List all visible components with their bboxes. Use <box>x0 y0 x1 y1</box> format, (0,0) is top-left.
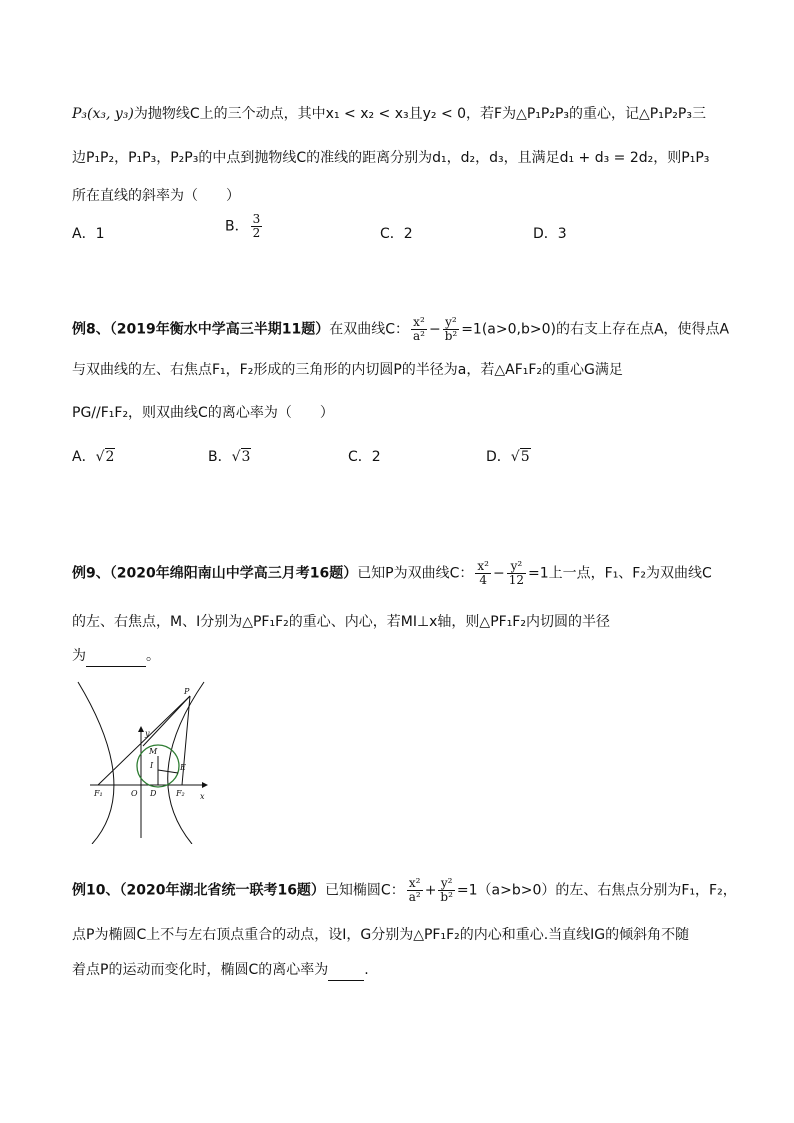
y-axis-arrow-icon <box>138 726 144 732</box>
label-x: x <box>200 792 205 801</box>
prob10-frac2-num: y² <box>438 877 455 891</box>
prob9-line3-text: 为 <box>72 648 86 664</box>
prob7-option-b-prefix: B． <box>225 218 249 235</box>
prob8-line1b: =1(a>0,b>0)的右支上存在点A，使得点A <box>461 321 730 338</box>
prob9-line3-end: 。 <box>146 648 160 664</box>
prob9-frac2-den: 12 <box>508 573 524 587</box>
prob7-line1 <box>72 104 706 124</box>
prob8-frac1 <box>411 316 427 343</box>
prob10-frac2 <box>438 877 455 904</box>
prob8-option-b-sqrt: √3 <box>231 449 251 465</box>
prob10-frac1-num: x² <box>407 877 423 891</box>
prob8-option-d <box>486 446 531 466</box>
prob8-line1 <box>72 316 729 343</box>
prob8-option-b-prefix: B． <box>208 449 232 465</box>
prob8-option-a <box>72 446 115 466</box>
prob9-minus: − <box>492 565 505 582</box>
prob10-head: 例10、（2020年湖北省统一联考16题） <box>72 882 325 899</box>
prob7-option-d: D．3 <box>533 226 567 242</box>
prob9-line1 <box>72 560 712 587</box>
prob8-line3: PG//F₁F₂，则双曲线C的离心率为（ ） <box>72 405 334 421</box>
label-y: y <box>145 729 150 738</box>
prob10-line1b: =1（a>b>0）的左、右焦点分别为F₁，F₂， <box>456 882 737 899</box>
label-F2: F₂ <box>176 789 185 798</box>
prob8-option-b-radicand: 3 <box>241 449 251 465</box>
prob10-line1 <box>72 877 737 904</box>
prob10-frac1 <box>407 877 423 904</box>
label-D: D <box>150 789 157 798</box>
prob8-minus: − <box>428 321 441 338</box>
prob10-answer-blank <box>328 960 364 981</box>
prob7-option-b-den: 2 <box>252 226 261 240</box>
prob8-option-d-radicand: 5 <box>520 449 530 465</box>
prob10-frac2-den: b² <box>440 890 453 904</box>
prob7-option-b-fraction <box>251 213 263 240</box>
prob9-line3 <box>72 646 160 667</box>
prob10-line3 <box>72 960 369 981</box>
prob7-option-b-num: 3 <box>252 212 261 226</box>
prob7-line1-text: 为抛物线C上的三个动点，其中x₁ < x₂ < x₃且y₂ < 0，若F为△P₁P₂P₃的重心，记△P₁P₂P₃三 <box>133 106 706 122</box>
label-E: E <box>180 763 186 772</box>
prob9-frac1-den: 4 <box>479 573 488 587</box>
prob7-line3: 所在直线的斜率为（ ） <box>72 188 240 204</box>
prob8-option-d-prefix: D． <box>486 449 511 465</box>
prob8-frac1-den: a² <box>412 329 425 343</box>
prob10-line3-text: 着点P的运动而变化时，椭圆C的离心率为 <box>72 962 329 978</box>
prob7-option-b <box>225 213 264 240</box>
prob9-frac1 <box>475 560 491 587</box>
prob10-plus: + <box>424 882 437 899</box>
prob8-line1a: 在双曲线C： <box>329 321 409 338</box>
prob9-figure <box>72 678 218 844</box>
prob9-frac2-num: y² <box>507 560 526 574</box>
prob8-frac1-num: x² <box>411 316 427 330</box>
label-P: P <box>184 687 190 696</box>
x-axis-arrow-icon <box>202 782 208 788</box>
prob8-option-c: C．2 <box>348 449 381 465</box>
prob7-line2: 边P₁P₂，P₁P₃，P₂P₃的中点到抛物线C的准线的距离分别为d₁，d₂，d₃，且满足d₁ + d₃ = 2d₂，则P₁P₃ <box>72 150 710 166</box>
prob8-option-a-radicand: 2 <box>105 449 115 465</box>
prob8-frac2-den: b² <box>444 329 458 343</box>
prob7-option-c: C．2 <box>380 226 413 242</box>
label-I: I <box>150 761 154 770</box>
prob9-line2: 的左、右焦点，M、I分别为△PF₁F₂的重心、内心，若MI⊥x轴，则△PF₁F₂内切圆的半径 <box>72 614 610 630</box>
prob8-option-b <box>208 446 251 466</box>
prob8-line2: 与双曲线的左、右焦点F₁，F₂形成的三角形的内切圆P的半径为a，若△AF₁F₂的重心G满足 <box>72 362 623 378</box>
prob10-line3-end: . <box>364 962 369 978</box>
prob9-head: 例9、（2020年绵阳南山中学高三月考16题） <box>72 565 358 582</box>
segment-P-left <box>143 696 190 746</box>
prob9-frac2 <box>507 560 526 587</box>
prob9-line1a: 已知P为双曲线C： <box>357 565 474 582</box>
prob10-line2: 点P为椭圆C上不与左右顶点重合的动点，设I，G分别为△PF₁F₂的内心和重心.当直线IG的倾斜角不随 <box>72 927 690 943</box>
prob9-answer-blank <box>86 646 146 667</box>
prob7-option-a: A．1 <box>72 226 105 242</box>
prob7-line1-lead: P₃(x₃, y₃) <box>72 106 134 122</box>
hyperbola-left-branch <box>78 682 114 844</box>
hyperbola-right-branch <box>168 682 204 844</box>
prob10-line1a: 已知椭圆C： <box>324 882 405 899</box>
prob9-line1b: =1上一点，F₁、F₂为双曲线C <box>528 565 712 582</box>
prob8-option-a-prefix: A． <box>72 449 96 465</box>
label-M: M <box>149 747 158 756</box>
prob8-frac2-num: y² <box>443 316 460 330</box>
prob8-frac2 <box>443 316 460 343</box>
label-O: O <box>131 789 138 798</box>
prob8-option-d-sqrt: √5 <box>510 449 530 465</box>
label-F1: F₁ <box>94 789 103 798</box>
prob8-option-a-sqrt: √2 <box>95 449 115 465</box>
prob10-frac1-den: a² <box>408 890 421 904</box>
prob9-frac1-num: x² <box>477 559 489 573</box>
segment-PF1 <box>98 696 190 785</box>
prob8-head: 例8、（2019年衡水中学高三半期11题） <box>72 321 330 338</box>
